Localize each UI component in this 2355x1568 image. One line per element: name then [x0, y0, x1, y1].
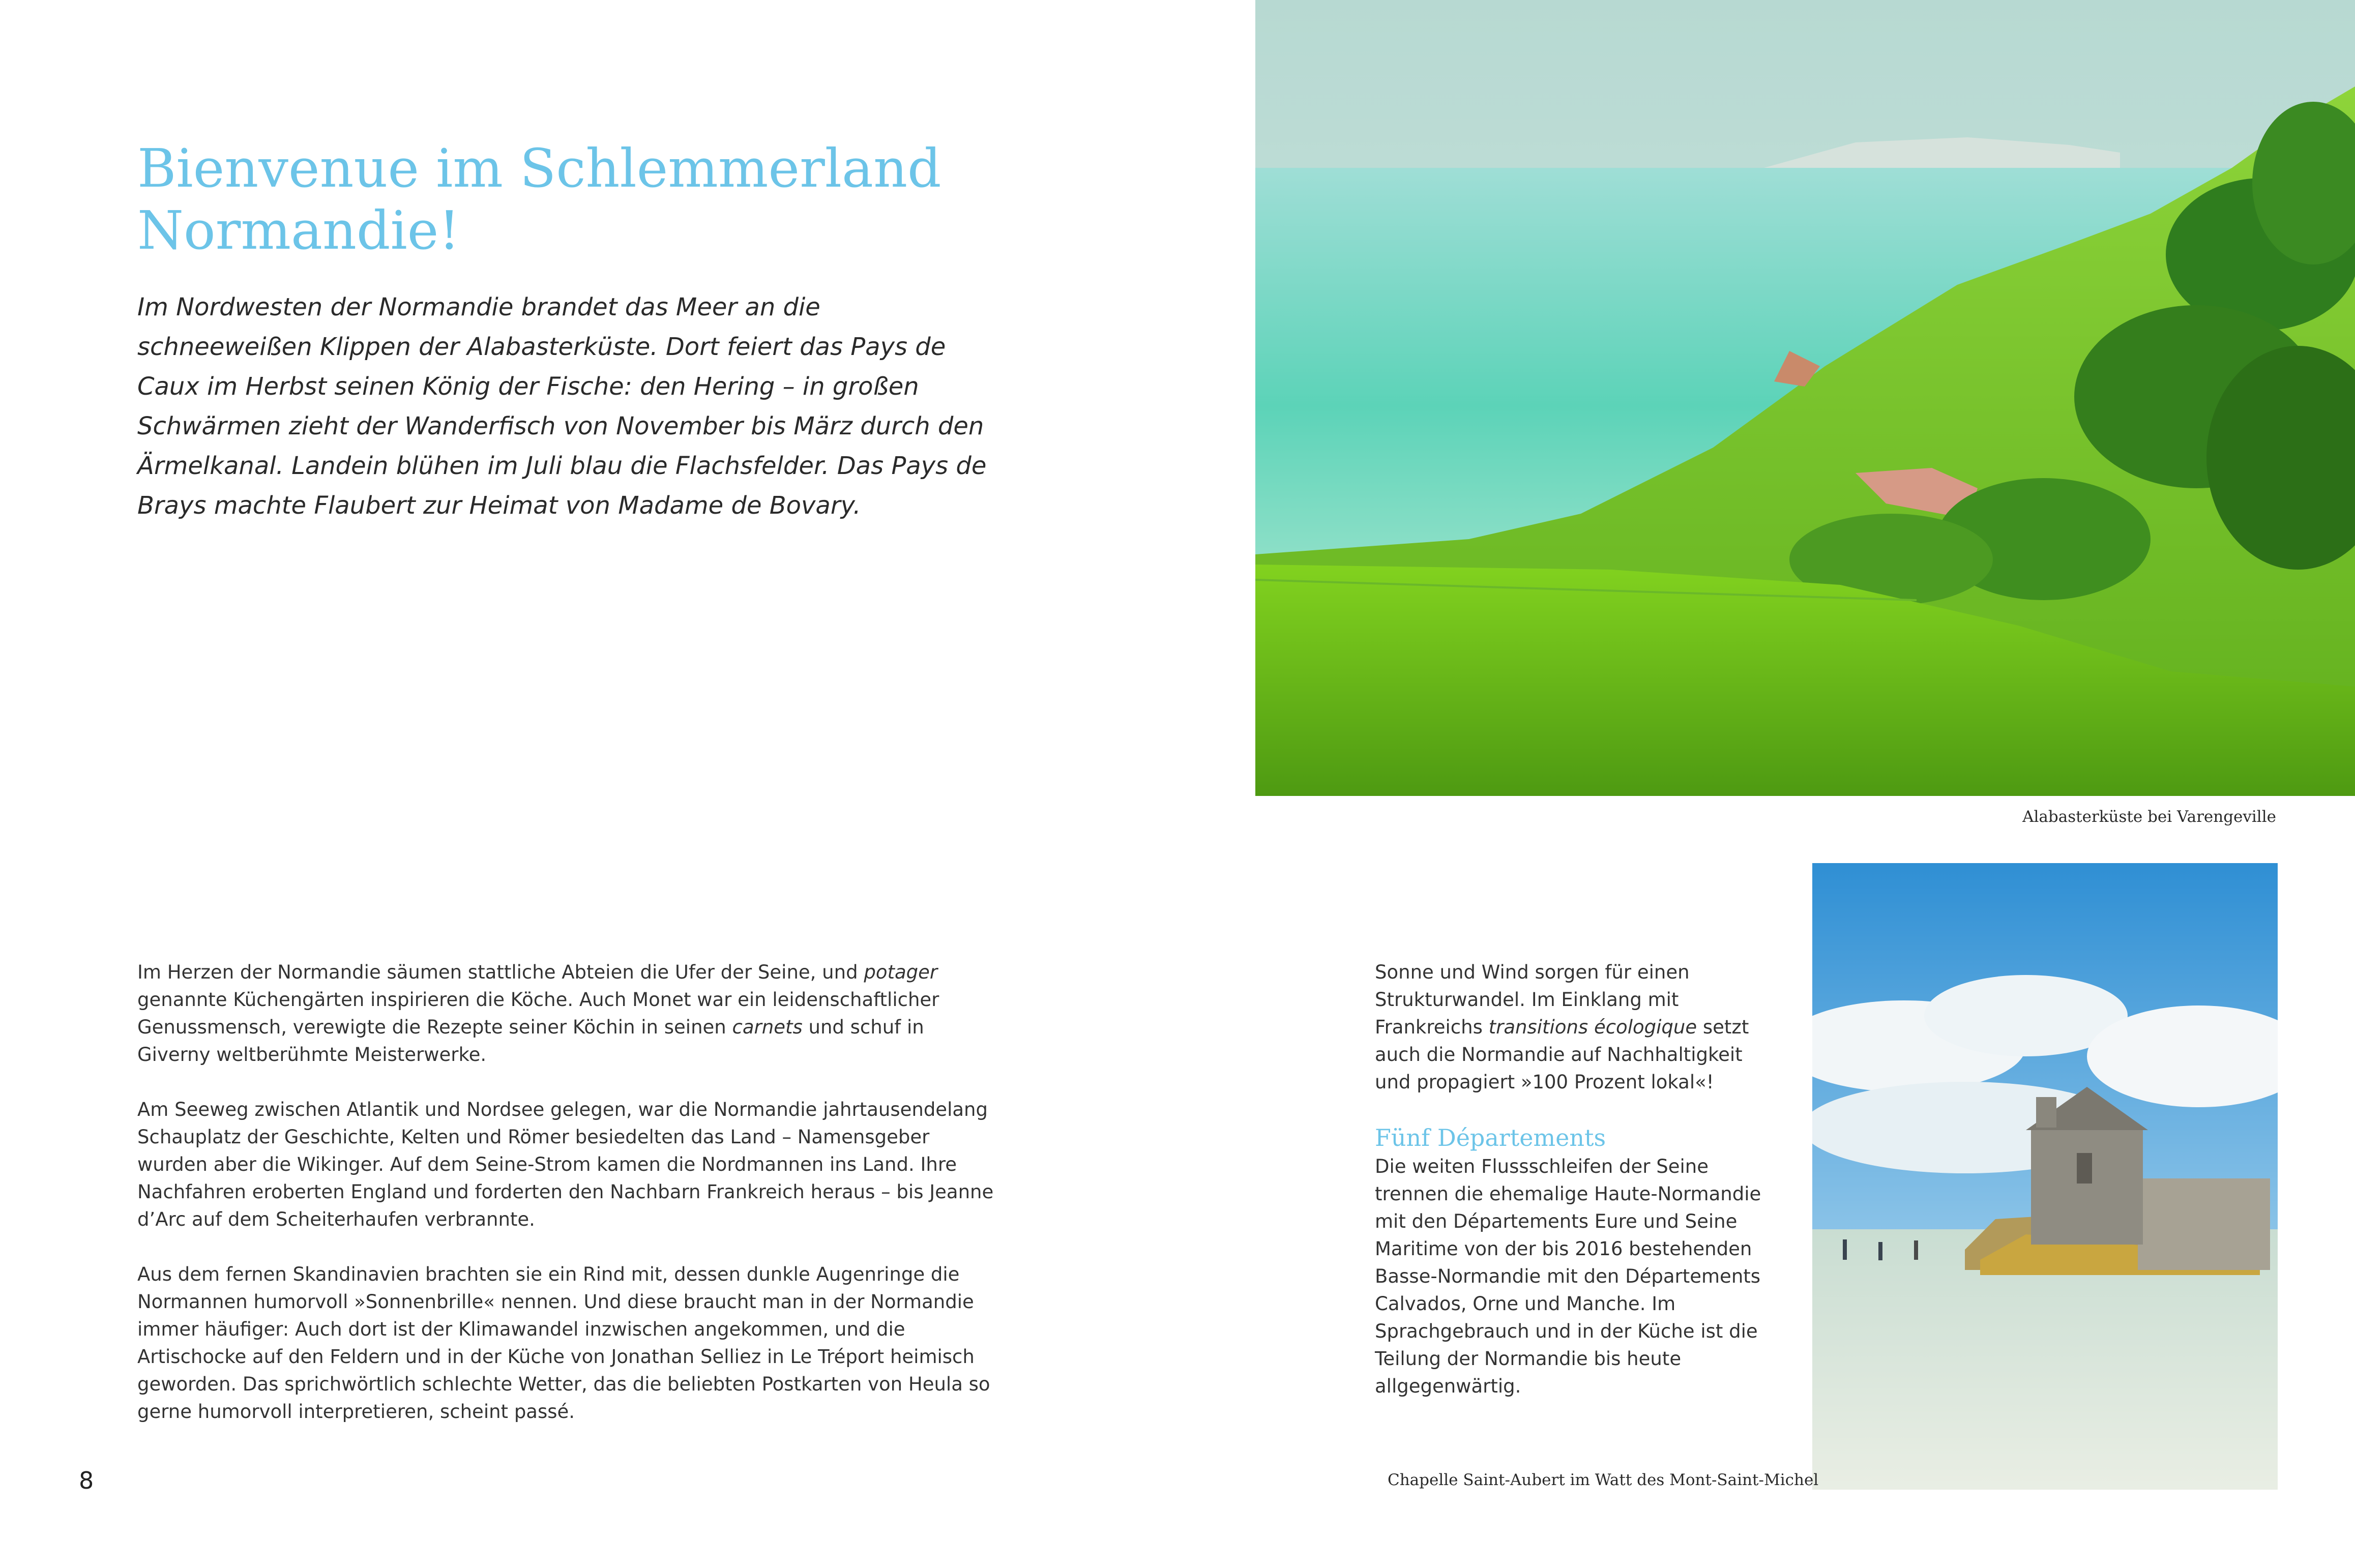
chapel-photo [1812, 863, 2278, 1490]
body-text-column [137, 959, 1002, 1453]
subheading-departements: Fünf Départements [1375, 1124, 1606, 1151]
coast-photo-caption: Alabasterküste bei Varengeville [2022, 808, 2276, 826]
chapel-photo-caption: Chapelle Saint-Aubert im Watt des Mont-Saint-Michel [1388, 1471, 1819, 1489]
side-text-column [1375, 959, 1761, 1400]
emphasis-potager: potager [864, 961, 938, 983]
body-paragraph-1: Im Herzen der Normandie säumen stattliche Abteien die Ufer der Seine, und potager genannte Küchengärten inspirieren die Köche. Auch Monet war ein leidenschaftlicher Genussmensch, verewigte die Rezepte seiner Köchin in seinen carnets und schuf in Giverny weltberühmte Meisterwerke. [137, 961, 939, 1066]
body-paragraph-2: Am Seeweg zwischen Atlantik und Nordsee gelegen, war die Normandie jahrtausendelang Schauplatz der Geschichte, Kelten und Römer besiedelten das Land – Namensgeber wurden aber die Wikinger. Auf dem Seine-Strom kamen die Nordmannen ins Land. Ihre Nachfahren eroberten England und forderten den Nachbarn Frankreich heraus – bis Jeanne d’Arc auf dem Scheiterhaufen verbrannte. [137, 1099, 994, 1230]
page-title: Bienvenue im Schlemmerland Normandie! [137, 137, 941, 261]
side-paragraph-1: Sonne und Wind sorgen für einen Strukturwandel. Im Einklang mit Frankreichs transitions écologique setzt auch die Normandie auf Nachhaltigkeit und propagiert »100 Prozent lokal«! [1375, 961, 1749, 1093]
coast-photo [1255, 0, 2355, 796]
emphasis-carnets: carnets [732, 1016, 803, 1038]
lead-paragraph: Im Nordwesten der Normandie brandet das Meer an die schneeweißen Klippen der Alabasterküste. Dort feiert das Pays de Caux im Herbst seinen König der Fische: den Hering – in großen Schwärmen zieht der Wanderfisch von November bis März durch den Ärmelkanal. Landein blühen im Juli blau die Flachsfelder. Das Pays de Brays machte Flaubert zur Heimat von Madame de Bovary. [137, 293, 987, 520]
body-paragraph-3: Aus dem fernen Skandinavien brachten sie ein Rind mit, dessen dunkle Augenringe die Normannen humorvoll »Sonnenbrille« nennen. Und diese braucht man in der Normandie immer häufiger: Auch dort ist der Klimawandel inzwischen angekommen, und die Artischocke auf den Feldern und in der Küche von Jonathan Selliez in Le Tréport heimisch geworden. Das sprichwörtlich schlechte Wetter, das die beliebten Postkarten von Heula so gerne humorvoll interpretieren, scheint passé. [137, 1263, 990, 1423]
page-number: 8 [79, 1467, 94, 1494]
emphasis-transitions: transitions écologique [1488, 1016, 1697, 1038]
side-paragraph-2: Die weiten Flussschleifen der Seine trennen die ehemalige Haute-Normandie mit den Départements Eure und Seine Maritime von der bis 2016 bestehenden Basse-Normandie mit den Départements Calvados, Orne und Manche. Im Sprachgebrauch und in der Küche ist die Teilung der Normandie bis heute allgegenwärtig. [1375, 1156, 1761, 1397]
